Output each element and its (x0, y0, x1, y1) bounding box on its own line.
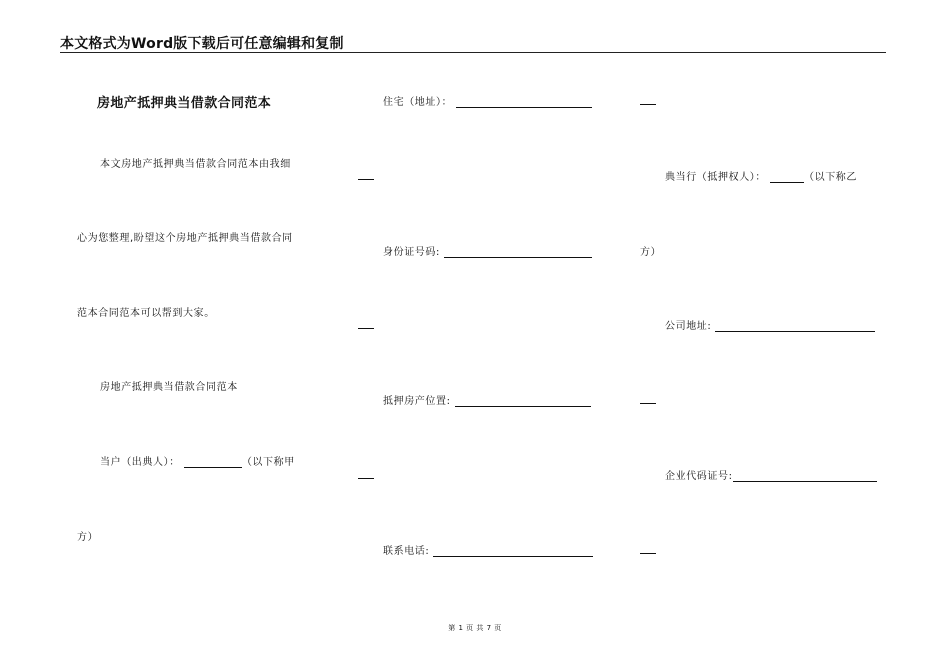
line-dash (358, 179, 374, 180)
address-line (383, 93, 592, 108)
pawner-end: 方） (77, 532, 99, 543)
intro-line-1: 本文房地产抵押典当借款合同范本由我细 (100, 159, 291, 170)
property-location-line (383, 392, 591, 407)
id-number-label: 身份证号码: (383, 247, 440, 258)
intro-line-2: 心为您整理,盼望这个房地产抵押典当借款合同 (77, 233, 293, 244)
enterprise-code-label: 企业代码证号: (665, 471, 733, 482)
pawnshop-blank (770, 172, 804, 183)
property-location-label: 抵押房产位置: (383, 396, 451, 407)
pawnshop-suffix: （以下称乙 (804, 172, 857, 183)
line-dash (640, 403, 656, 404)
phone-blank (433, 546, 593, 557)
company-address-line (665, 317, 875, 332)
address-label: 住宅（地址）： (383, 97, 453, 108)
pawnshop-label: 典当行（抵押权人）： (665, 172, 766, 183)
pawnshop-end: 方） (640, 247, 662, 258)
enterprise-code-line (665, 467, 877, 482)
property-location-blank (455, 396, 591, 407)
intro-line-3: 范本合同范本可以帮到大家。 (77, 308, 215, 319)
id-number-blank (444, 247, 592, 258)
id-number-line (383, 243, 592, 258)
header-divider (60, 52, 886, 53)
line-dash (358, 478, 374, 479)
company-address-blank (715, 321, 875, 332)
address-blank (456, 97, 592, 108)
header-title: 本文格式为Word版下载后可任意编辑和复制 (60, 36, 344, 52)
contract-subtitle: 房地产抵押典当借款合同范本 (100, 382, 238, 393)
phone-line (383, 542, 593, 557)
pawner-line (100, 453, 295, 468)
enterprise-code-blank (733, 471, 877, 482)
pawnshop-line (665, 168, 857, 183)
line-dash (640, 104, 656, 105)
line-dash (358, 328, 374, 329)
company-address-label: 公司地址: (665, 321, 712, 332)
contract-title: 房地产抵押典当借款合同范本 (97, 96, 272, 111)
pawner-blank (184, 457, 242, 468)
pawner-suffix: （以下称甲 (241, 457, 295, 468)
line-dash (640, 553, 656, 554)
pawner-label: 当户（出典人）： (100, 457, 180, 468)
page-number: 第 1 页 共 7 页 (448, 624, 502, 632)
phone-label: 联系电话: (383, 546, 430, 557)
